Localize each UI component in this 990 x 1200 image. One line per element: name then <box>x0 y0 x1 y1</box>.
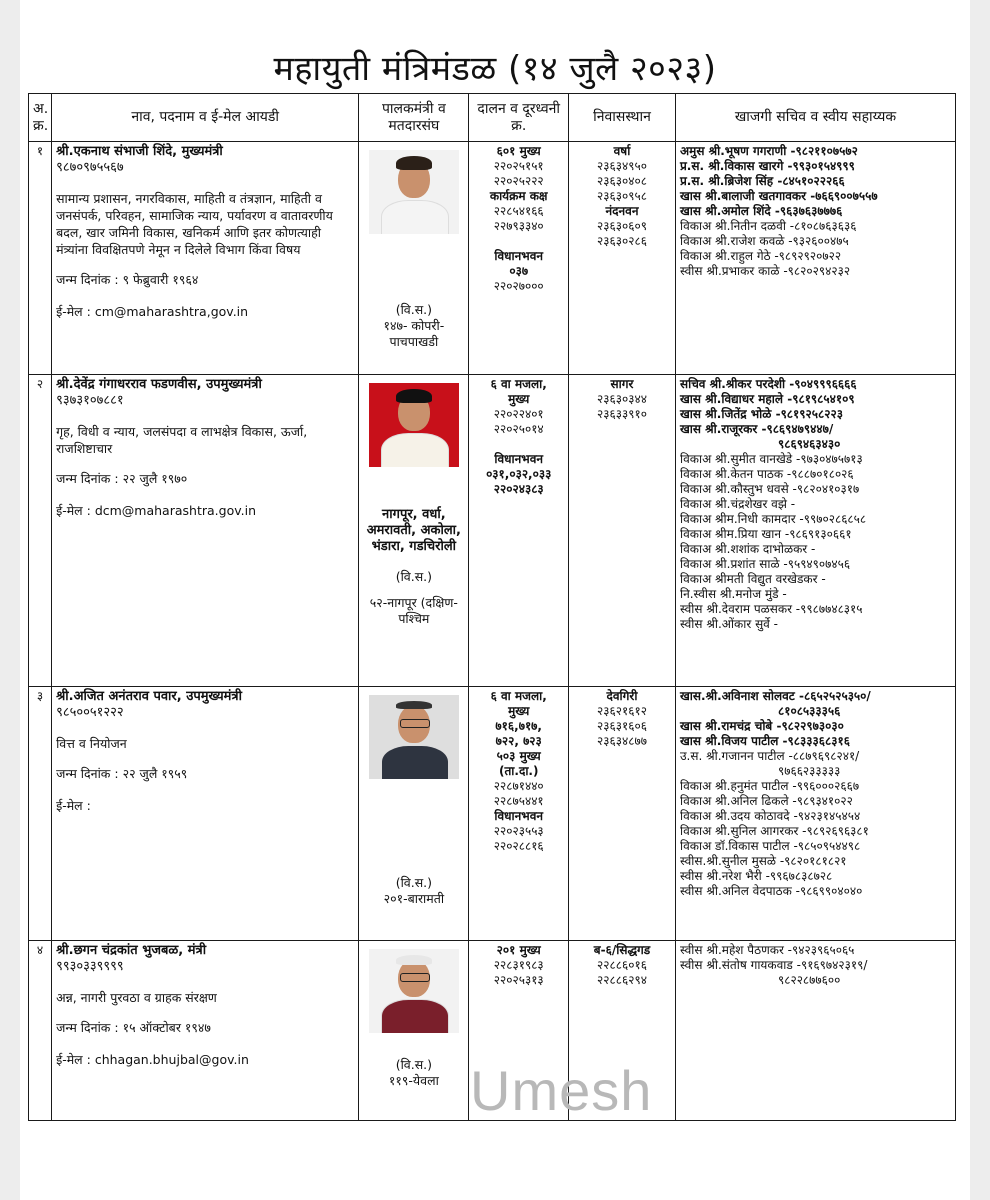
minister-name: श्री.छगन चंद्रकांत भुजबळ, मंत्री <box>56 943 207 958</box>
header-office: दालन व दूरध्वनी क्र. <box>469 94 569 142</box>
list-item: विकाअ श्री.कौस्तुभ धवसे -९८२०४१०३१७ <box>679 482 860 496</box>
list-item: नंदनवन <box>605 204 639 218</box>
list-item: स्वीस श्री.ओंकार सुर्वे - <box>679 617 779 631</box>
list-item: खास श्री.रामचंद्र चोबे -९८२२९७३०३० <box>679 719 844 733</box>
list-item: स्वीस.श्री.सुनील मुसळे -९८२०१८१८२१ <box>679 854 847 868</box>
page-title: महायुती मंत्रिमंडळ (१४ जुलै २०२३) <box>273 49 717 89</box>
line-list <box>573 144 671 249</box>
constituency-type: (वि.स.) <box>395 875 433 890</box>
line-list <box>573 689 671 749</box>
list-item: स्वीस श्री.देवराम पळसकर -९९८७७४८३१५ <box>679 602 863 616</box>
guardian-districts: नागपूर, वर्धा, अमरावती, अकोला, भंडारा, गडचिरोली <box>366 507 461 554</box>
header-residence: निवासस्थान <box>569 94 676 142</box>
list-item: खास श्री.अमोल शिंदे -९६३७६३७७७६ <box>679 204 843 218</box>
list-item: २२८५४१६६ <box>493 204 544 218</box>
row-sr: ३ <box>29 687 52 941</box>
line-list <box>473 144 564 294</box>
watermark: Umesh <box>470 1059 653 1122</box>
list-item: विकाअ श्री.केतन पाठक -९८८७०१८०२६ <box>679 467 854 481</box>
constituency: १४७- कोपरी-पाचपाखडी <box>383 318 445 349</box>
row-residence-cell <box>569 375 676 687</box>
list-item: प्र.स. श्री.ब्रिजेश सिंह -८४५१०२२२६६ <box>679 174 845 188</box>
row-name-cell <box>52 375 359 687</box>
list-item: मुख्य <box>508 392 530 406</box>
list-item: ०३१,०३२,०३३ <box>486 467 552 481</box>
list-item <box>473 234 564 249</box>
list-item: खास श्री.बालाजी खतगावकर -७६६९००७५५७ <box>679 189 878 203</box>
line-list <box>573 943 671 988</box>
minister-email: ई-मेल : chhagan.bhujbal@gov.in <box>56 1052 249 1067</box>
list-item: २३६२१६१२ <box>597 704 647 718</box>
minister-dob: जन्म दिनांक : १५ ऑक्टोबर १९४७ <box>56 1020 211 1035</box>
list-item: प्र.स. श्री.विकास खारगे -९९३०१५४९९९ <box>679 159 855 173</box>
row-secretary-cell <box>675 941 955 1121</box>
list-item: विकाअ श्रीम.प्रिया खान -९८६९१३०६६१ <box>679 527 852 541</box>
minister-email: ई-मेल : cm@maharashtra,gov.in <box>56 304 249 319</box>
minister-name: श्री.देवेंद्र गंगाधरराव फडणवीस, उपमुख्यमंत्री <box>56 377 262 392</box>
list-item: खास.श्री.अविनाश सोलवट -८६५२५२५३५०/ <box>679 689 871 703</box>
list-item: खास श्री.विजय पाटील -९८३३३६८३१६ <box>679 734 850 748</box>
minister-departments: अन्न, नागरी पुरवठा व ग्राहक संरक्षण <box>56 990 217 1005</box>
line-list <box>473 377 564 497</box>
list-item: २३६३०४०८ <box>597 174 647 188</box>
list-item: २२०२५३१३ <box>493 973 544 987</box>
minister-departments: वित्त व नियोजन <box>56 736 127 751</box>
list-item: ९७६६२३३३३३ <box>777 764 841 778</box>
row-office-cell <box>469 142 569 375</box>
list-item: २२०२३५५३ <box>493 824 544 838</box>
row-sr: २ <box>29 375 52 687</box>
list-item: स्वीस श्री.संतोष गायकवाड -९१६९७४२३१९/ <box>679 958 868 972</box>
list-item: मुख्य <box>508 704 530 718</box>
list-item: २०१ मुख्य <box>496 943 541 957</box>
list-item: २३६३०२८६ <box>597 234 647 248</box>
line-list <box>473 689 564 854</box>
cabinet-table <box>28 93 956 1121</box>
list-item: ५०३ मुख्य <box>496 749 541 763</box>
minister-name: श्री.एकनाथ संभाजी शिंदे, मुख्यमंत्री <box>56 144 223 159</box>
list-item: ६ वा मजला, <box>490 377 547 391</box>
list-item: विकाअ श्री.प्रशांत साळे -९५९४९०७४५६ <box>679 557 851 571</box>
list-item: ७१६,७१७, <box>495 719 542 733</box>
list-item: स्वीस श्री.नरेश भैरी -९९६७८३८७२८ <box>679 869 833 883</box>
minister-photo <box>369 695 459 779</box>
line-list <box>473 943 564 988</box>
row-secretary-cell <box>675 687 955 941</box>
list-item: (ता.दा.) <box>498 764 539 778</box>
list-item: विधानभवन <box>494 452 544 466</box>
list-item: २२८३१९८३ <box>493 958 544 972</box>
document-sheet <box>20 0 970 1200</box>
list-item: वर्षा <box>613 144 631 158</box>
constituency: ११९-येवला <box>388 1073 439 1088</box>
list-item: कार्यक्रम कक्ष <box>489 189 548 203</box>
list-item: २३६३४८७७ <box>597 734 647 748</box>
table-row <box>29 142 956 375</box>
header-sr: अ. क्र. <box>29 94 52 142</box>
list-item: सचिव श्री.श्रीकर परदेशी -९०४९९९६६६६ <box>679 377 857 391</box>
row-residence-cell <box>569 142 676 375</box>
row-residence-cell <box>569 687 676 941</box>
list-item: २२०२५०१४ <box>493 422 544 436</box>
list-item: खास श्री.राजूरकर -९८६९४७९४४७/ <box>679 422 834 436</box>
minister-departments: गृह, विधी व न्याय, जलसंपदा व लाभक्षेत्र विकास, ऊर्जा, राजशिष्टाचार <box>56 424 308 456</box>
list-item: ब-६/सिद्धगड <box>593 943 651 957</box>
row-name-cell <box>52 142 359 375</box>
header-row <box>29 94 956 142</box>
table-row <box>29 375 956 687</box>
row-name-cell <box>52 941 359 1121</box>
minister-phone: ९९३०३३९९९९ <box>56 959 124 974</box>
list-item: विकाअ श्रीम.निधी कामदार -९९७०२८६८५८ <box>679 512 867 526</box>
row-guardian-cell <box>359 941 469 1121</box>
list-item: खास श्री.विद्याधर महाले -९८१९८५४१०९ <box>679 392 855 406</box>
list-item: ६०१ मुख्य <box>496 144 541 158</box>
list-item: २२०२४३८३ <box>493 482 544 496</box>
list-item <box>473 437 564 452</box>
minister-phone: ९८५००५१२२२ <box>56 705 124 720</box>
list-item: विधानभवन <box>494 249 544 263</box>
list-item: नि.स्वीस श्री.मनोज मुंडे - <box>679 587 787 601</box>
minister-photo <box>369 383 459 467</box>
constituency: ५२-नागपूर (दक्षिण-पश्चिम <box>369 595 458 626</box>
row-secretary-cell <box>675 142 955 375</box>
minister-departments: सामान्य प्रशासन, नगरविकास, माहिती व तंत्रज्ञान, माहिती व जनसंपर्क, परिवहन, सामाजिक न्याय, पर्यावरण व वातावरणीय बदल, खार जमिनी विकास, खनिकर्म आणि इतर कोणत्याही मंत्र्यांना विवक्षितपणे नेमून न दिलेले विभाग किंवा विषय <box>56 191 333 257</box>
list-item: २२०२८८१६ <box>493 839 544 853</box>
list-item: २२०२२४०१ <box>493 407 544 421</box>
minister-dob: जन्म दिनांक : २२ जुलै १९७० <box>56 471 188 486</box>
list-item: उ.स. श्री.गजानन पाटील -८८७९६९८२४१/ <box>679 749 860 763</box>
minister-phone: ९८७०९७५५६७ <box>56 160 124 175</box>
list-item: २३६३०३४४ <box>597 392 647 406</box>
list-item: २३६३४९५० <box>597 159 647 173</box>
row-guardian-cell <box>359 687 469 941</box>
list-item: विकाअ श्री.सुनिल आगरकर -९८९२६९६३८१ <box>679 824 869 838</box>
list-item: स्वीस श्री.अनिल वेदपाठक -९८६९९०४०४० <box>679 884 863 898</box>
list-item: सागर <box>610 377 634 391</box>
row-sr: १ <box>29 142 52 375</box>
list-item: २२८८६२९४ <box>597 973 647 987</box>
minister-phone: ९३७३१०७८८१ <box>56 393 124 408</box>
list-item: ६ वा मजला, <box>490 689 547 703</box>
list-item: विकाअ श्री.चंद्रशेखर वझे - <box>679 497 796 511</box>
list-item: स्वीस श्री.महेश पैठणकर -९४२३९६५०६५ <box>679 943 855 957</box>
list-item: ८१०८५३३३५६ <box>777 704 841 718</box>
list-item: विकाअ श्री.हनुमंत पाटील -९९६०००२६६७ <box>679 779 860 793</box>
list-item: ९८६९४६३४३० <box>777 437 841 451</box>
list-item: ०३७ <box>509 264 529 278</box>
minister-email: ई-मेल : <box>56 798 91 813</box>
header-guardian: पालकमंत्री व मतदारसंघ <box>359 94 469 142</box>
constituency-type: (वि.स.) <box>395 569 433 584</box>
line-list <box>573 377 671 422</box>
list-item: ९८२२८७७६०० <box>777 973 841 987</box>
minister-photo <box>369 150 459 234</box>
row-office-cell <box>469 375 569 687</box>
line-list <box>680 943 951 988</box>
minister-name: श्री.अजित अनंतराव पवार, उपमुख्यमंत्री <box>56 689 242 704</box>
header-secretary: खाजगी सचिव व स्वीय सहाय्यक <box>675 94 955 142</box>
list-item: २२०२५२२२ <box>493 174 544 188</box>
list-item: २३६३३९१० <box>597 407 647 421</box>
list-item: २२०२७००० <box>493 279 544 293</box>
row-guardian-cell <box>359 375 469 687</box>
constituency: २०१-बारामती <box>383 891 445 906</box>
row-sr: ४ <box>29 941 52 1121</box>
row-guardian-cell <box>359 142 469 375</box>
constituency-type: (वि.स.) <box>395 1057 433 1072</box>
constituency-type: (वि.स.) <box>395 302 433 317</box>
list-item: २३६३१६०६ <box>597 719 647 733</box>
list-item: अमुस श्री.भूषण गगराणी -९८२११०७५७२ <box>679 144 858 158</box>
list-item: विकाअ श्री.उदय कोठावदे -९४२३१४५४५४ <box>679 809 861 823</box>
line-list <box>680 689 951 899</box>
minister-dob: जन्म दिनांक : ९ फेब्रुवारी १९६४ <box>56 272 199 287</box>
row-secretary-cell <box>675 375 955 687</box>
list-item: २२०२५१५१ <box>493 159 544 173</box>
header-name: नाव, पदनाम व ई-मेल आयडी <box>52 94 359 142</box>
list-item: विधानभवन <box>494 809 544 823</box>
row-name-cell <box>52 687 359 941</box>
list-item: विकाअ श्री.सुमीत वानखेडे -९७३०४७५७१३ <box>679 452 863 466</box>
list-item: विकाअ डॉ.विकास पाटील -९८५०९५४४९८ <box>679 839 861 853</box>
list-item: २३६३०६०९ <box>597 219 647 233</box>
list-item: विकाअ श्री.नितीन दळवी -८१०८७६३६३६ <box>679 219 857 233</box>
list-item: २२८८६०१६ <box>597 958 647 972</box>
list-item: २२८७५४४१ <box>493 794 544 808</box>
list-item: २२७९३३४० <box>493 219 544 233</box>
table-row <box>29 687 956 941</box>
list-item: २३६३०९५८ <box>597 189 647 203</box>
list-item: विकाअ श्री.शशांक दाभोळकर - <box>679 542 816 556</box>
list-item: विकाअ श्री.अनिल ढिकले -९८९३४१०२२ <box>679 794 853 808</box>
list-item: देवगिरी <box>606 689 638 703</box>
minister-photo <box>369 949 459 1033</box>
minister-dob: जन्म दिनांक : २२ जुलै १९५९ <box>56 766 188 781</box>
row-office-cell <box>469 687 569 941</box>
list-item: ७२२, ७२३ <box>495 734 542 748</box>
list-item: विकाअ श्री.राहुल गेठे -९८९२९२०७२२ <box>679 249 842 263</box>
list-item: २२८७१४४० <box>493 779 544 793</box>
line-list <box>680 144 951 279</box>
list-item: खास श्री.जितेंद्र भोळे -९८१९२५८२२३ <box>679 407 843 421</box>
minister-email: ई-मेल : dcm@maharashtra.gov.in <box>56 503 257 518</box>
line-list <box>680 377 951 632</box>
list-item: विकाअ श्रीमती विद्युत वरखेडकर - <box>679 572 826 586</box>
list-item: स्वीस श्री.प्रभाकर काळे -९८२०२९४२३२ <box>679 264 851 278</box>
list-item: विकाअ श्री.राजेश कवळे -९३२६००४७५ <box>679 234 849 248</box>
